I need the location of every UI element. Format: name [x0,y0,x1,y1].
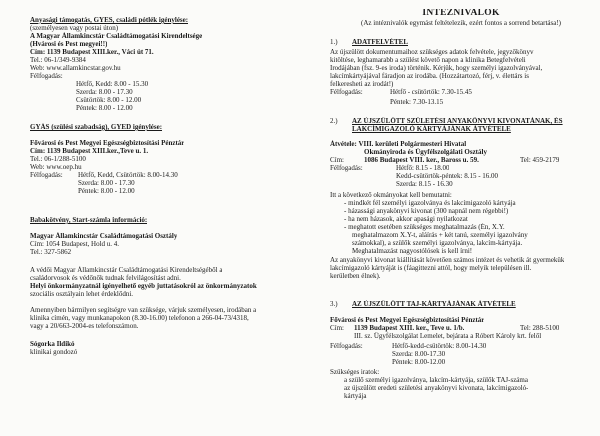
left-line-f-lfogad-s: Félfogadás: [30,72,63,80]
right-line-h-tf-8-15-18-00: Hétfő: 8.15 - 18.00 [396,164,450,172]
right-line-mindk-t-f-l-szem-lyi-igazolv-nya-s-lakc-: - mindkét fél személyi igazolványa és lakcímigazoló kártyája [344,199,516,207]
right-line-sz-mokkal-a-sz-l-k-szem-lyi-igazolv-nya-: számokkal), a szülők személyi igazolványa, lakcím-kártyája. [352,239,523,247]
right-line-tel-459-2179: Tel: 459-2179 [520,156,560,164]
right-line-3: 3.) [330,300,338,308]
right-line-meghatalmaz-st-nagyost-l-sek-is-kell-rni: Meghatalmazást nagyostólósek is kell írni! [352,247,473,255]
left-line-gy-s-sz-l-si-szabads-g-gyed-ig-nyl-se: GYÁS (szülési szabadság), GYED igénylése: [30,123,163,131]
right-line-c-m: Cím: [330,156,345,164]
left-line-c-m-1054-budapest-hold-u-4: Cím: 1054 Budapest, Hold u. 4. [30,240,120,248]
right-line-h-tf-cs-t-rt-k-7-30-15-45: Hétfő - csütörtök: 7.30-15.45 [390,88,472,96]
right-line-c-m: Cím: [330,324,345,332]
left-line-babak-tv-ny-start-sz-mla-inform-ci: Babakötvény, Start-számla információ: [30,216,148,224]
right-line-sz-ks-ges-iratok: Szükséges iratok: [330,368,380,376]
right-line-az-jsz-l-tt-taj-k-rty-j-nak-tv-tele: AZ ÚJSZÜLÖTT TAJ-KÁRTYÁJÁNAK ÁTVÉTELE [352,300,516,308]
right-line-1139-budapest-xiii-ker-teve-u-1-b: 1139 Budapest XIII. ker., Teve u. 1/b. [354,324,465,332]
right-line-a-sz-l-szem-lyi-igazolv-nya-lakc-m-k-rty: a szülő személyi igazolványa, lakcím-kártyája, szülők TAJ-száma [344,376,528,384]
right-line-az-anyak-nyvi-kivonat-ki-ll-t-s-t-k-vet-: Az anyakönyvi kivonat kiállítását követően számos intézet és vehetik át gyermekük [330,256,565,264]
left-line-p-ntek-8-00-12-00: Péntek: 8.00 - 12.00 [78,187,135,195]
left-line-vagy-a-20-663-2004-es-telefonsz-mon: vagy a 20/663-2004-es telefonszámon. [30,322,139,330]
left-line-amennyiben-b-rmilyen-seg-ts-gre-van-sz-k: Amennyiben bármilyen segítségre van szüksége, várjuk személyesen, irodában a [30,306,257,314]
right-line-lakc-mk-rty-j-val-f-radjon-az-irod-ba-ho: lakcímkártyájával fáradjon az irodába. (Hozzátartozó, férj, v. élettárs is [330,72,529,80]
right-line-az-jsz-l-tt-sz-let-si-anyak-nyvi-kivonat: AZ ÚJSZÜLÖTT SZÜLETÉSI ANYAKÖNYVI KIVONATÁNAK, ÉS [352,117,563,125]
right-line-adatfelv-tel: ADATFELVÉTEL [352,38,409,46]
right-line-lakc-migazol-k-rty-j-t-is-f-agittezni-at: lakcímigazoló kártyáját is (fáagittezni attól, hogy melyik településen ill. [330,264,532,272]
right-line-f-lfogad-s: Félfogadás: [330,342,363,350]
right-line-tel-288-5100: Tel: 288-5100 [520,324,560,332]
left-line-szoci-lis-oszt-lyain-lehet-rdekl-dni: szociális osztályain lehet érdeklődni. [30,290,134,298]
right-line-meghatalmazom-x-y-t-al-r-s-k-t-tan-szem-: meghatalmazom X.Y-t, aláírás + két tanú, személyi igazolvány [352,231,528,239]
right-line-kit-lt-se-leghamarabb-a-sz-l-st-k-vet-na: kitöltése, leghamarabb a szülést követő napon a klinika Betegfelvételi [330,56,526,64]
left-line-szerda-8-00-17-30: Szerda: 8.00 - 17.30 [76,88,133,96]
left-line-cs-t-rt-k-8-00-12-00: Csütörtök: 8.00 - 12.00 [76,96,142,104]
right-line-p-ntek-7-30-13-15: Péntek: 7.30-13.15 [390,98,444,106]
right-line-f-lfogad-s: Félfogadás: [330,164,363,172]
right-line-2: 2.) [330,117,338,125]
right-line-f-lfogad-s: Félfogadás: [330,88,363,96]
left-line-tel-06-1-288-5100: Tel.: 06-1/288-5100 [30,155,86,163]
right-line-kedd-cs-t-rt-k-p-ntek-8-15-16-00: Kedd-csütörtök-péntek: 8.15 - 16.00 [396,172,499,180]
left-line-c-m-1139-budapest-xiii-ker-teve-u-1: Cím: 1139 Budapest XIII.ker.,Teve u. 1. [30,147,149,155]
left-line-magyar-llamkincst-r-csal-dt-mogat-si-osz: Magyar Államkincstár Családtámogatási Osztály [30,232,178,240]
left-line-p-ntek-8-00-12-00: Péntek: 8.00 - 12.00 [76,104,133,112]
left-line-f-lfogad-s: Félfogadás: [30,171,63,179]
right-line-ker-letben-lnek: kerületben élnek). [330,272,381,280]
right-line-tv-tele-viii-ker-leti-polg-rmesteri-hiva: Átvétele: VIII. kerületi Polgármesteri Hivatal [330,140,467,148]
right-line-1086-budapest-viii-ker-baross-u-59: 1086 Budapest VIII. ker., Baross u. 59. [364,156,479,164]
right-line-itt-a-k-vetkez-okm-nyokat-kell-bemutatni: Itt a következő okmányokat kell bemutatni: [330,191,452,199]
left-line-f-v-rosi-s-pest-megyei-eg-szs-gbiztos-t-: Fővárosi és Pest Megyei Egészségbiztosítási Pénztár [30,139,185,147]
left-line-web-www-allamkincstar-gov-hu: Web: www.allamkincstar.gov.hu [30,64,121,72]
left-line-tel-06-1-349-9384: Tel.: 06-1/349-9384 [30,56,86,64]
left-line-h-tf-kedd-cs-t-rt-k-8-00-14-30: Hétfő, Kedd, Csütörtök: 8.00-14.30 [78,171,178,179]
right-line-iii-sz-gyf-lszolg-lat-lemelet-bej-rata-a: III. sz. Ügyfélszolgálat Lemelet, bejárata a Róbert Károly krt. felől [354,332,542,340]
right-line-1: 1.) [330,38,338,46]
right-line-szerda-8-15-16-30: Szerda: 8.15 - 16.30 [396,180,453,188]
left-line-hv-rosi-s-pest-megyei: (Hvárosi és Pest megyei!!) [30,40,108,48]
right-line-irod-j-ban-fsz-9-es-iroda-t-rt-nik-k-rj-: Irodájában (fsz. 9-es iroda) történik. Kérjük, hogy személyi igazolványával, [330,64,543,72]
right-line-k-rty-ja: kártyája [344,392,367,400]
left-line-anyas-gi-t-mogat-s-gyes-csal-di-p-tl-k-i: Anyasági támogatás, GYES, családi pótlék igénylése: [30,16,189,24]
right-line-felkeresheti-az-irod-t: felkeresheti az irodát!) [330,80,394,88]
right-line-meghatott-eset-ben-sz-ks-ges-meghatalmaz: - meghatott esetében szükséges meghatalmazás (Én, X.Y. [344,223,505,231]
left-line-klinikai-gondoz: klinikai gondozó [30,348,78,356]
right-line-az-jsz-l-tt-dokumentumaihoz-sz-ks-ges-ad: Az újszülött dokumentumaihoz szükséges adatok felvétele, jegyzőkönyv [330,48,534,56]
right-line-int-znival-k: INTÉZNIVALÓK [422,9,500,17]
left-line-h-tf-kedd-8-00-15-30: Hétfő, Kedd: 8.00 - 15.30 [76,80,149,88]
right-line-szerda-8-00-17-30: Szerda: 8.00-17.30 [392,350,446,358]
left-line-c-m-1139-budapest-xiii-ker-v-ci-t-71: Cím: 1139 Budapest XIII.ker., Váci út 71. [30,48,154,56]
right-line-p-ntek-8-00-12-00: Péntek: 8.00-12.00 [392,358,446,366]
left-line-helyi-nkorm-nyzatn-l-ig-nyelhet-egy-b-ju: Helyi önkormányzatnál igényelhető egyéb juttatásokról az önkormányzatok [30,282,257,290]
left-line-a-magyar-llamkincst-r-csal-dt-mogat-si-k: A Magyar Államkincstár Családtámogatási Kirendeltsége [30,32,203,40]
left-line-csal-dorvosok-s-v-d-n-k-tudnak-felvil-go: családorvosok és védőnők tudnak felvilágosítást adni. [30,274,181,282]
right-line-h-tf-kedd-cs-t-rt-k-8-00-14-30: Hétfő-kedd-csütörtök: 8.00-14.30 [392,342,487,350]
left-line-szem-lyesen-vagy-postai-ton: (személyesen vagy postai úton) [30,24,119,32]
right-line-okm-nyiroda-s-gyf-lszolg-lati-oszt-ly: Okmányiroda és Ügyfélszolgálati Osztály [364,148,487,156]
left-line-web-www-oep-hu: Web: www.oep.hu [30,163,82,171]
right-line-lakc-migazol-k-rty-j-nak-tv-tele: LAKCÍMIGAZOLÓ KÁRTYÁJÁNAK ÁTVÉTELE [352,125,511,133]
right-line-az-jsz-l-tt-eredeti-sz-let-si-anyak-nyvi: az újszülött eredeti születési anyakönyvi kivonata, lakcímigazoló- [344,384,529,392]
right-line-f-v-rosi-s-pest-megyei-eg-szs-gbiztos-t-: Fővárosi és Pest Megyei Egészségbiztosítási Pénztár [330,316,485,324]
right-line-az-int-znival-k-egym-st-felt-telezik-ez-: (Az intéznivalók egymást feltételezik, ezért fontos a sorrend betartása!) [361,19,561,27]
left-line-klinika-c-m-n-vagy-munkanapokon-8-30-16-: klinika címén, vagy munkanapokon (8.30-16.00) telefonon a 266-04-73/4318, [30,314,249,322]
left-line-s-gorka-ildik: Sógorka Ildikó [30,340,75,348]
left-line-tel-327-5862: Tel.: 327-5862 [30,248,72,256]
left-line-a-v-d-i-magyar-llamkincst-r-csal-dt-moga: A védői Magyar Államkincstár Családtámogatási Kirendeltségéből a [30,266,223,274]
left-line-szerda-8-00-17-30: Szerda: 8.00 - 17.30 [78,179,135,187]
right-line-h-zass-gi-anyak-nyvi-kivonat-300-napn-l-: - házassági anyakönyvi kivonat (300 napnál nem régebbi!) [344,207,509,215]
right-line-ha-nem-h-zasok-akkor-apas-gi-nyilatkozat: - ha nem házasok, akkor apasági nyilatkozat [344,215,468,223]
